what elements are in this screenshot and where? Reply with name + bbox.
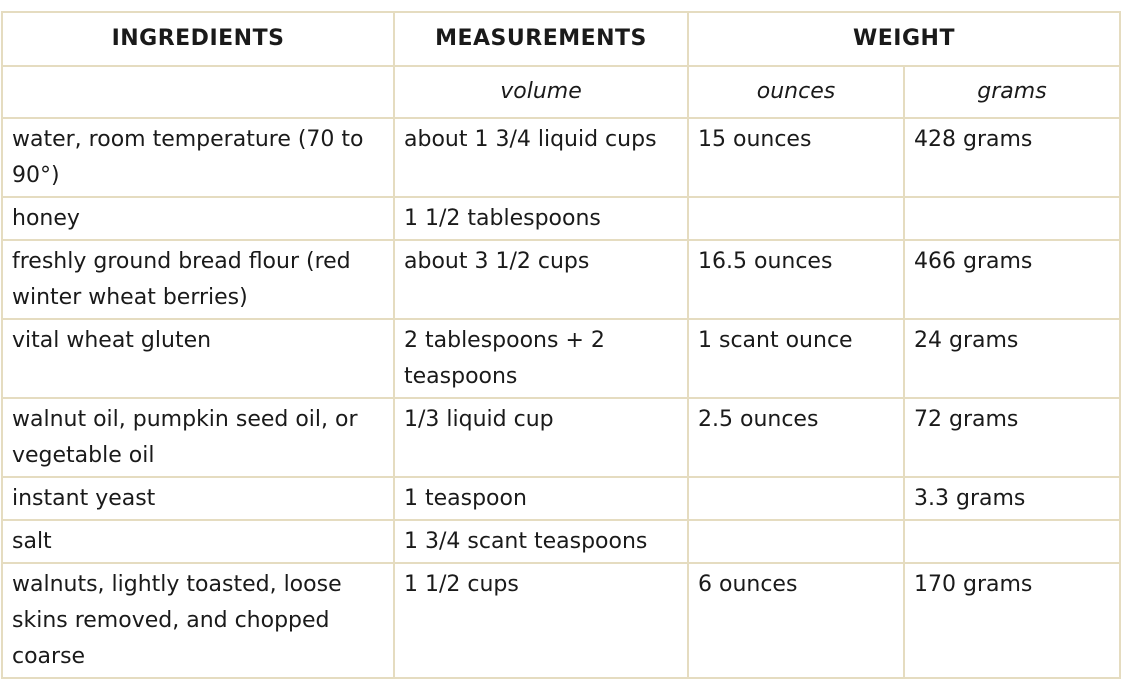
ingredient-cell: vital wheat gluten — [2, 319, 394, 398]
ingredient-cell: walnuts, lightly toasted, loose skins removed, and chopped coarse — [2, 563, 394, 678]
unit-grams: grams — [904, 66, 1120, 118]
ounces-cell: 15 ounces — [688, 118, 904, 197]
grams-cell: 170 grams — [904, 563, 1120, 678]
unit-ounces: ounces — [688, 66, 904, 118]
volume-cell: about 1 3/4 liquid cups — [394, 118, 688, 197]
grams-cell: 466 grams — [904, 240, 1120, 319]
ounces-cell — [688, 197, 904, 240]
ounces-cell — [688, 477, 904, 520]
ingredient-cell: walnut oil, pumpkin seed oil, or vegetable oil — [2, 398, 394, 477]
grams-cell: 72 grams — [904, 398, 1120, 477]
table-row — [2, 563, 1120, 678]
grams-cell: 428 grams — [904, 118, 1120, 197]
header-weight: WEIGHT — [688, 12, 1120, 66]
table-row — [2, 319, 1120, 398]
volume-cell: 1 teaspoon — [394, 477, 688, 520]
table-row — [2, 477, 1120, 520]
ounces-cell: 16.5 ounces — [688, 240, 904, 319]
ingredient-cell: water, room temperature (70 to 90°) — [2, 118, 394, 197]
grams-cell — [904, 520, 1120, 563]
ounces-cell: 6 ounces — [688, 563, 904, 678]
table-row — [2, 520, 1120, 563]
ounces-cell: 2.5 ounces — [688, 398, 904, 477]
ingredient-cell: salt — [2, 520, 394, 563]
unit-empty-cell — [2, 66, 394, 118]
table-row — [2, 118, 1120, 197]
table-row — [2, 197, 1120, 240]
unit-row — [2, 66, 1120, 118]
volume-cell: 1/3 liquid cup — [394, 398, 688, 477]
header-ingredients: INGREDIENTS — [2, 12, 394, 66]
ingredient-cell: instant yeast — [2, 477, 394, 520]
ounces-cell: 1 scant ounce — [688, 319, 904, 398]
table-row — [2, 240, 1120, 319]
table-row — [2, 398, 1120, 477]
ounces-cell — [688, 520, 904, 563]
header-measurements: MEASUREMENTS — [394, 12, 688, 66]
volume-cell: 1 1/2 tablespoons — [394, 197, 688, 240]
volume-cell: 2 tablespoons + 2 teaspoons — [394, 319, 688, 398]
grams-cell: 3.3 grams — [904, 477, 1120, 520]
ingredient-cell: freshly ground bread flour (red winter wheat berries) — [2, 240, 394, 319]
ingredient-cell: honey — [2, 197, 394, 240]
volume-cell: about 3 1/2 cups — [394, 240, 688, 319]
ingredients-table — [1, 11, 1121, 679]
grams-cell: 24 grams — [904, 319, 1120, 398]
volume-cell: 1 1/2 cups — [394, 563, 688, 678]
volume-cell: 1 3/4 scant teaspoons — [394, 520, 688, 563]
header-row — [2, 12, 1120, 66]
unit-volume: volume — [394, 66, 688, 118]
grams-cell — [904, 197, 1120, 240]
